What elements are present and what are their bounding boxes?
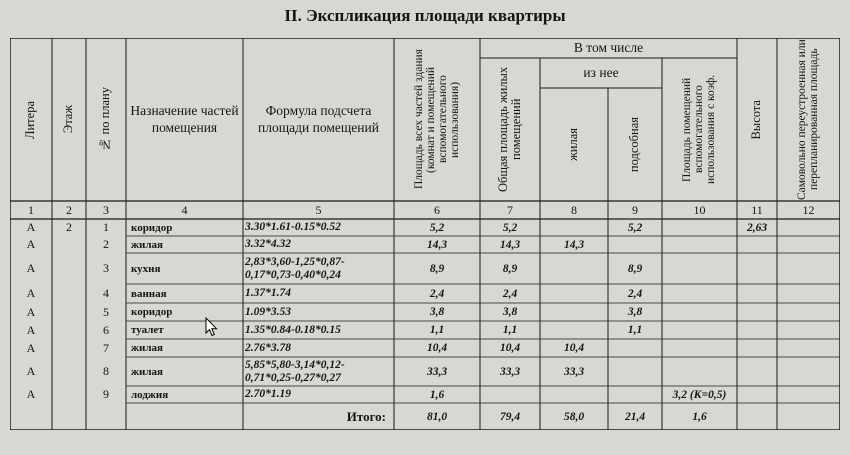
column-number: 12 [802,202,815,217]
row-name: лоджия [131,388,169,401]
row-total-area: 1,6 [429,388,445,401]
column-number: 7 [507,202,513,217]
header-iz-nee-text: из нее [583,64,619,80]
column-number: 8 [571,202,577,217]
row-number: 9 [103,387,109,401]
row-height [737,284,777,303]
row-living [540,303,608,321]
row-height [737,303,777,321]
header-obshaya [480,58,540,201]
header-etazh [52,38,86,201]
row-name: кухня [131,262,161,275]
header-naznachenie [126,38,243,201]
row-auxiliary: 2,4 [627,287,643,300]
row-formula: 2.76*3.78 [245,341,291,354]
row-redeveloped [777,321,840,339]
row-name: жилая [131,342,163,354]
row-living: 10,4 [563,342,585,354]
row-living: 33,3 [563,365,585,378]
row-coef-area [662,339,737,357]
row-total-area: 3,8 [429,306,445,318]
header-naznachenie-text: Назначение частей помещения [130,103,239,135]
row-living-total: 3,8 [502,306,518,318]
header-samovolno [777,38,840,201]
row-living-total: 8,9 [502,262,518,275]
row-living-total: 1,1 [502,324,518,336]
row-redeveloped [777,253,840,284]
header-v-tom-chisle-text: В том числе [573,39,644,55]
row-total-area: 8,9 [429,262,445,275]
row-height [737,357,777,386]
header-no-po-planu [86,38,126,201]
row-litera: А [26,340,36,355]
row-name: туалет [131,324,164,336]
header-vysota [737,38,777,201]
header-ploshad-text: Площадь всех частей здания (комнат и помещений вспомогательного использования) [412,49,462,190]
totals-auxiliary: 21,4 [624,410,646,423]
row-litera: А [26,387,36,401]
row-litera: А [26,364,36,378]
row-total-area: 14,3 [426,238,448,251]
row-coef-area [662,303,737,321]
row-etazh [52,284,86,303]
column-number: 2 [66,202,72,217]
header-ploshad-vseh [394,38,480,201]
row-etazh [52,253,86,284]
row-coef-area [662,357,737,386]
row-coef-area: 3,2 (К=0,5) [672,388,727,401]
header-litera-text: Литера [23,100,38,139]
row-height: 2,63 [746,221,768,234]
row-auxiliary: 3,8 [627,306,643,318]
totals-total-area: 81,0 [426,410,448,423]
row-redeveloped [777,386,840,403]
row-living [540,253,608,284]
row-living: 14,3 [563,238,585,251]
row-height [737,339,777,357]
column-number: 4 [181,202,188,217]
row-formula: 3.32*4.32 [245,238,291,251]
header-no-text: № по плану [98,87,113,152]
row-height [737,253,777,284]
header-etazh-text: Этаж [61,105,76,134]
header-formula-text: Формула подсчета площади помещений [258,103,379,135]
row-name: ванная [131,287,167,300]
row-number: 1 [103,220,109,234]
row-number: 7 [103,340,109,355]
row-living [540,284,608,303]
row-total-area: 2,4 [429,287,445,300]
row-name: жилая [131,238,163,251]
row-redeveloped [777,284,840,303]
row-living-total: 5,2 [502,221,518,234]
row-name: коридор [131,306,173,318]
row-height [737,321,777,339]
totals-coef-area: 1,6 [692,410,707,423]
row-redeveloped [777,219,840,236]
column-number: 6 [434,202,440,217]
column-number: 5 [315,202,322,217]
row-number: 8 [103,364,109,378]
row-etazh [52,386,86,403]
row-etazh [52,303,86,321]
totals-living: 58,0 [563,410,585,423]
row-formula: 1.37*1.74 [245,287,291,300]
row-auxiliary [608,386,662,403]
row-name: коридор [131,221,173,234]
header-zhilaya-text: жилая [566,128,581,161]
row-redeveloped [777,236,840,253]
row-total-area: 33,3 [426,365,448,378]
row-number: 5 [103,304,109,319]
row-etazh [52,339,86,357]
row-number: 6 [103,322,109,337]
row-living-total [480,386,540,403]
row-redeveloped [777,339,840,357]
row-formula: 2.70*1.19 [245,388,291,401]
row-living-total: 10,4 [499,342,521,354]
row-height [737,386,777,403]
row-litera: А [26,322,36,337]
row-living-total: 33,3 [499,365,521,378]
totals-living-total: 79,4 [499,410,521,423]
row-coef-area [662,219,737,236]
row-auxiliary: 5,2 [627,221,643,234]
row-coef-area [662,321,737,339]
row-number: 3 [103,261,109,275]
row-total-area: 1,1 [429,324,445,336]
page-title: II. Экспликация площади квартиры [284,6,566,25]
row-etazh [52,321,86,339]
row-auxiliary [608,357,662,386]
column-number: 10 [693,202,706,217]
row-litera: А [26,304,36,319]
row-formula: 1.09*3.53 [245,305,291,318]
header-ploshad-koef [662,58,737,201]
header-podsobnaya [608,88,662,201]
row-coef-area [662,236,737,253]
totals-label: Итого: [346,408,386,424]
column-number: 3 [103,202,109,217]
row-auxiliary [608,339,662,357]
mouse-cursor-icon [205,317,219,337]
row-living [540,219,608,236]
row-redeveloped [777,357,840,386]
row-coef-area [662,284,737,303]
row-auxiliary [608,236,662,253]
header-samovolno-text: Самовольно переустроенная или перепланированная площадь [796,39,821,200]
row-total-area: 5,2 [429,221,445,234]
header-koef-text: Площадь помещений вспомогательного использования с коэф. [681,74,718,185]
row-litera: А [26,286,36,300]
row-height [737,236,777,253]
row-number: 2 [103,237,109,251]
row-etazh [52,357,86,386]
row-formula: 1.35*0.84-0.18*0.15 [245,323,341,336]
row-living-total: 14,3 [499,238,521,251]
row-name: жилая [131,365,163,378]
header-v-tom-chisle [480,38,737,58]
row-etazh [52,236,86,253]
row-formula: 2,83*3,60-1,25*0,87-0,17*0,73-0,40*0,24 [245,255,345,281]
header-formula [243,38,394,201]
row-number: 4 [103,286,109,300]
header-obshaya-text: Общая площадь жилых помещений [495,66,523,193]
row-auxiliary: 8,9 [627,262,643,275]
row-living [540,321,608,339]
row-coef-area [662,253,737,284]
row-etazh: 2 [66,220,72,234]
column-number: 9 [632,202,638,217]
header-zhilaya [540,88,608,201]
column-number: 1 [28,202,34,217]
row-redeveloped [777,303,840,321]
header-iz-nee [540,58,662,88]
row-litera: А [26,261,36,275]
column-number: 11 [751,202,763,217]
row-litera: А [26,220,36,234]
header-podsobnaya-text: подсобная [627,116,642,173]
row-auxiliary: 1,1 [627,324,643,336]
row-formula: 3.30*1.61-0.15*0.52 [245,221,341,234]
header-vysota-text: Высота [749,99,764,140]
row-formula: 5,85*5,80-3,14*0,12-0,71*0,25-0,27*0,27 [245,358,345,384]
row-litera: А [26,237,36,251]
header-litera [10,38,52,201]
row-living [540,386,608,403]
row-living-total: 2,4 [502,287,518,300]
row-total-area: 10,4 [426,342,448,354]
